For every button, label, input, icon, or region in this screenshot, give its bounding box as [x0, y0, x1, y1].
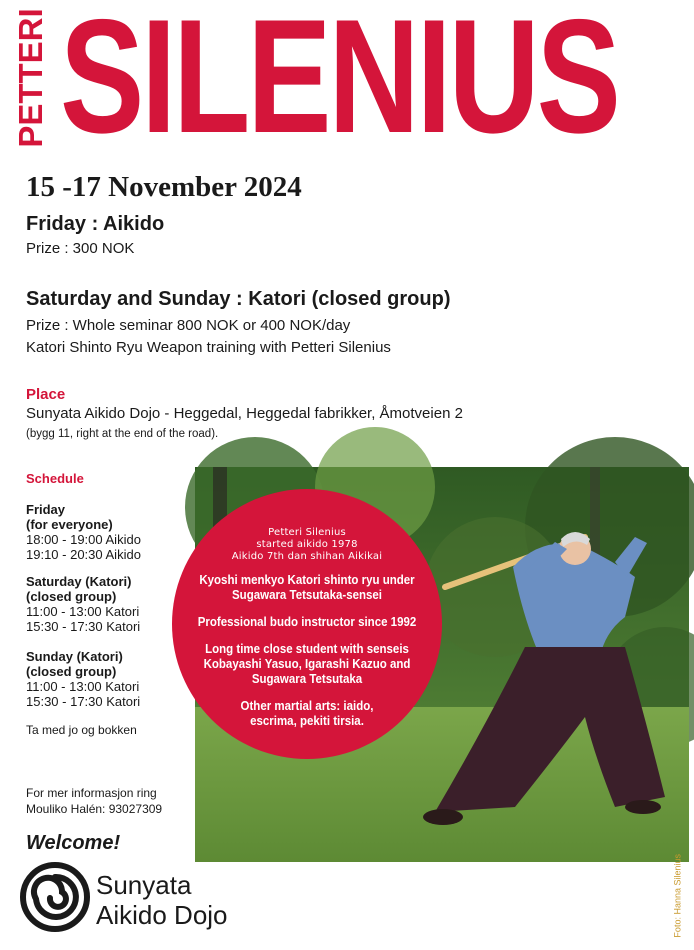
place-note: (bygg 11, right at the end of the road). [26, 428, 219, 440]
bio-rank: Aikido 7th dan shihan Aikikai [231, 551, 383, 562]
schedule-sunday-title: Sunday (Katori) [26, 649, 123, 664]
schedule-sunday-line: 15:30 - 17:30 Katori [26, 694, 141, 709]
schedule-friday-title: Friday [26, 502, 66, 517]
schedule-saturday-title: Saturday (Katori) [26, 574, 132, 589]
friday-prize: Prize : 300 NOK [26, 240, 135, 257]
schedule-friday-subtitle: (for everyone) [26, 517, 113, 532]
bio-circle [172, 489, 442, 759]
place-address: Sunyata Aikido Dojo - Heggedal, Heggedal fabrikker, Åmotveien 2 [26, 405, 463, 422]
welcome-text: Welcome! [26, 832, 121, 854]
schedule-saturday-line: 11:00 - 13:00 Katori [26, 604, 140, 619]
schedule-friday-line: 19:10 - 20:30 Aikido [26, 547, 141, 562]
place-label: Place [26, 386, 66, 403]
dojo-name-line: Aikido Dojo [96, 900, 228, 930]
contact-line: For mer informasjon ring [26, 786, 157, 800]
bring-note: Ta med jo og bokken [26, 723, 137, 737]
schedule-friday [26, 502, 141, 562]
bio-item: escrima, pekiti tirsia. [250, 714, 364, 728]
dojo-name-line: Sunyata [96, 870, 192, 900]
schedule-sunday-subtitle: (closed group) [26, 664, 117, 679]
bio-item: Long time close student with senseis [205, 642, 409, 656]
bio-item: Professional budo instructor since 1992 [197, 615, 417, 629]
photo-credit: Foto: Hanna Silenius [673, 854, 683, 938]
bio-item: Kobayashi Yasuo, Igarashi Kazuo and [203, 657, 411, 671]
schedule-saturday-line: 15:30 - 17:30 Katori [26, 619, 141, 634]
event-date: 15 -17 November 2024 [26, 171, 302, 203]
bio-item: Sugawara Tetsutaka-sensei [232, 588, 382, 602]
bio-name: Petteri Silenius [268, 527, 346, 538]
schedule-saturday-subtitle: (closed group) [26, 589, 117, 604]
schedule-sunday-line: 11:00 - 13:00 Katori [26, 679, 140, 694]
weekend-description: Katori Shinto Ryu Weapon training with Petteri Silenius [26, 339, 391, 356]
bio-item: Sugawara Tetsutaka [251, 672, 363, 686]
schedule-sunday [26, 649, 140, 709]
schedule-label: Schedule [26, 471, 84, 486]
schedule-saturday [26, 574, 140, 634]
bio-start: started aikido 1978 [256, 539, 358, 550]
bio-item: Other martial arts: iaido, [240, 699, 374, 713]
last-name-title: SILENIUS [60, 0, 618, 167]
contact-info [26, 785, 162, 817]
weekend-title: Saturday and Sunday : Katori (closed group) [26, 288, 451, 310]
dojo-name [96, 870, 228, 930]
first-name-vertical [12, 8, 49, 148]
dojo-logo [20, 862, 90, 932]
bio-item: Kyoshi menkyo Katori shinto ryu under [199, 573, 415, 587]
schedule-friday-line: 18:00 - 19:00 Aikido [26, 532, 141, 547]
spiral-icon [20, 862, 90, 932]
contact-phone: Mouliko Halén: 93027309 [26, 802, 163, 816]
weekend-prize: Prize : Whole seminar 800 NOK or 400 NOK/day [26, 317, 351, 334]
first-name: PETTERI [12, 8, 49, 148]
friday-title: Friday : Aikido [26, 213, 165, 235]
